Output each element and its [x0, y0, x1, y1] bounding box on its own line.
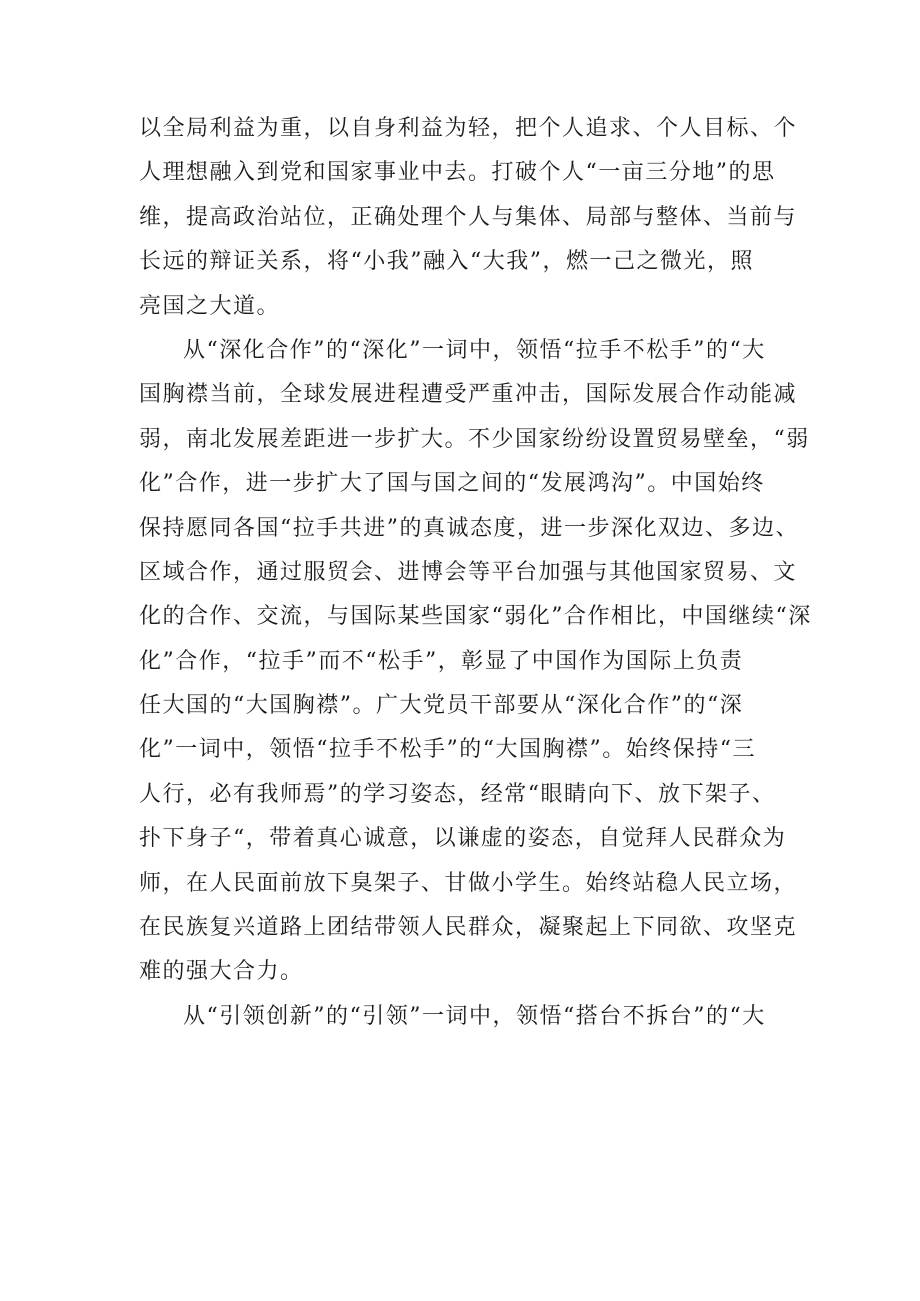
text-line: 亮国之大道。	[139, 293, 281, 319]
text-line: 区域合作，通过服贸会、进博会等平台加强与其他国家贸易、文	[139, 559, 798, 585]
text-line: 以全局利益为重，以自身利益为轻，把个人追求、个人目标、个	[139, 116, 798, 141]
text-line: 维，提高政治站位，正确处理个人与集体、局部与整体、当前与	[139, 204, 798, 230]
text-line: 化的合作、交流，与国际某些国家“弱化”合作相比，中国继续“深	[139, 604, 812, 630]
paragraph-3	[139, 995, 799, 1039]
text-line: 保持愿同各国“拉手共进”的真诚态度，进一步深化双边、多边、	[139, 515, 799, 541]
paragraph-2	[139, 329, 812, 995]
text-line: 弱，南北发展差距进一步扩大。不少国家纷纷设置贸易壁垒，“弱	[139, 426, 810, 452]
text-line: 长远的辩证关系，将“小我”融入“大我”，燃一己之微光，照	[139, 249, 754, 275]
text-line: 师，在人民面前放下臭架子、甘做小学生。始终站稳人民立场，	[139, 870, 798, 896]
text-line: 扑下身子“，带着真心诚意，以谦虚的姿态，自觉拜人民群众为	[139, 826, 787, 852]
text-line: 从“引领创新”的“引领”一词中，领悟“搭台不拆台”的“大	[183, 1003, 766, 1029]
text-line: 化”合作，进一步扩大了国与国之间的“发展鸿沟”。中国始终	[139, 471, 765, 497]
text-line: 人理想融入到党和国家事业中去。打破个人“一亩三分地”的思	[139, 160, 776, 186]
text-line: 化”合作，“拉手”而不“松手”，彰显了中国作为国际上负责	[139, 648, 744, 674]
text-line: 国胸襟当前，全球发展进程遭受严重冲击，国际发展合作动能减	[139, 382, 798, 408]
text-line: 人行，必有我师焉”的学习姿态，经常“眼睛向下、放下架子、	[139, 781, 776, 807]
text-line: 任大国的“大国胸襟”。广大党员干部要从“深化合作”的“深	[139, 693, 744, 719]
text-line: 难的强大合力。	[139, 959, 304, 985]
document-body	[139, 107, 812, 1039]
text-line: 化”一词中，领悟“拉手不松手”的“大国胸襟”。始终保持“三	[139, 737, 756, 763]
text-line: 从“深化合作”的“深化”一词中，领悟“拉手不松手”的“大	[183, 337, 766, 363]
paragraph-1	[139, 107, 799, 329]
text-line: 在民族复兴道路上团结带领人民群众，凝聚起上下同欲、攻坚克	[139, 915, 798, 941]
